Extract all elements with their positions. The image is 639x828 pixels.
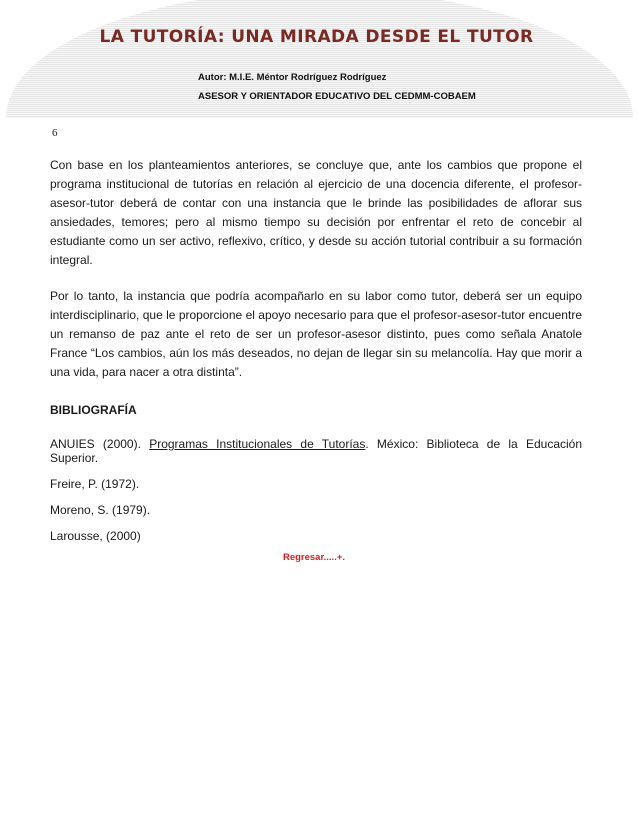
reference-larousse: Larousse, (2000) bbox=[50, 529, 141, 543]
author-line: Autor: M.I.E. Méntor Rodríguez Rodríguez bbox=[198, 72, 387, 83]
reference-text: . México: Biblioteca de la Educación Superior. bbox=[50, 437, 583, 465]
reference-moreno: Moreno, S. (1979). bbox=[50, 503, 151, 517]
page-number: 6 bbox=[52, 127, 58, 139]
author-role: ASESOR Y ORIENTADOR EDUCATIVO DEL CEDMM-COBAEM bbox=[198, 91, 476, 102]
reference-anuies bbox=[50, 437, 582, 465]
reference-text: ANUIES (2000). bbox=[50, 437, 150, 451]
reference-link-programas[interactable]: Programas Institucionales de Tutorías bbox=[149, 437, 366, 451]
back-link[interactable]: Regresar.....+. bbox=[282, 552, 346, 563]
reference-freire: Freire, P. (1972). bbox=[50, 477, 140, 491]
paragraph-team: Por lo tanto, la instancia que podría acompañarlo en su labor como tutor, deberá ser un equipo interdisciplinario, que le proporcione el apoyo necesario para que el profesor-asesor-tutor encuentre un remanso de paz ante el reto de ser un profesor-asesor distinto, pues como señala Anatole France “Los cambios, aún los más deseados, no dejan de llegar sin su melancolía. Hay que morir a una vida, para nacer a otra distinta”. bbox=[50, 289, 582, 379]
bibliography-heading: BIBLIOGRAFÍA bbox=[50, 403, 137, 417]
paragraph-conclusion: Con base en los planteamientos anteriores, se concluye que, ante los cambios que propone el programa institucional de tutorías en relación al ejercicio de una docencia diferente, el profesor-asesor-tutor deberá de contar con una instancia que le brinde las posibilidades de aflorar sus ansiedades, temores; pero al mismo tiempo su decisión por enfrentar el reto de concebir al estudiante como un ser activo, reflexivo, crítico, y desde su acción tutorial contribuir a su formación integral. bbox=[50, 158, 582, 267]
page-title: LA TUTORÍA: UNA MIRADA DESDE EL TUTOR bbox=[99, 27, 534, 47]
article-body bbox=[50, 156, 582, 555]
